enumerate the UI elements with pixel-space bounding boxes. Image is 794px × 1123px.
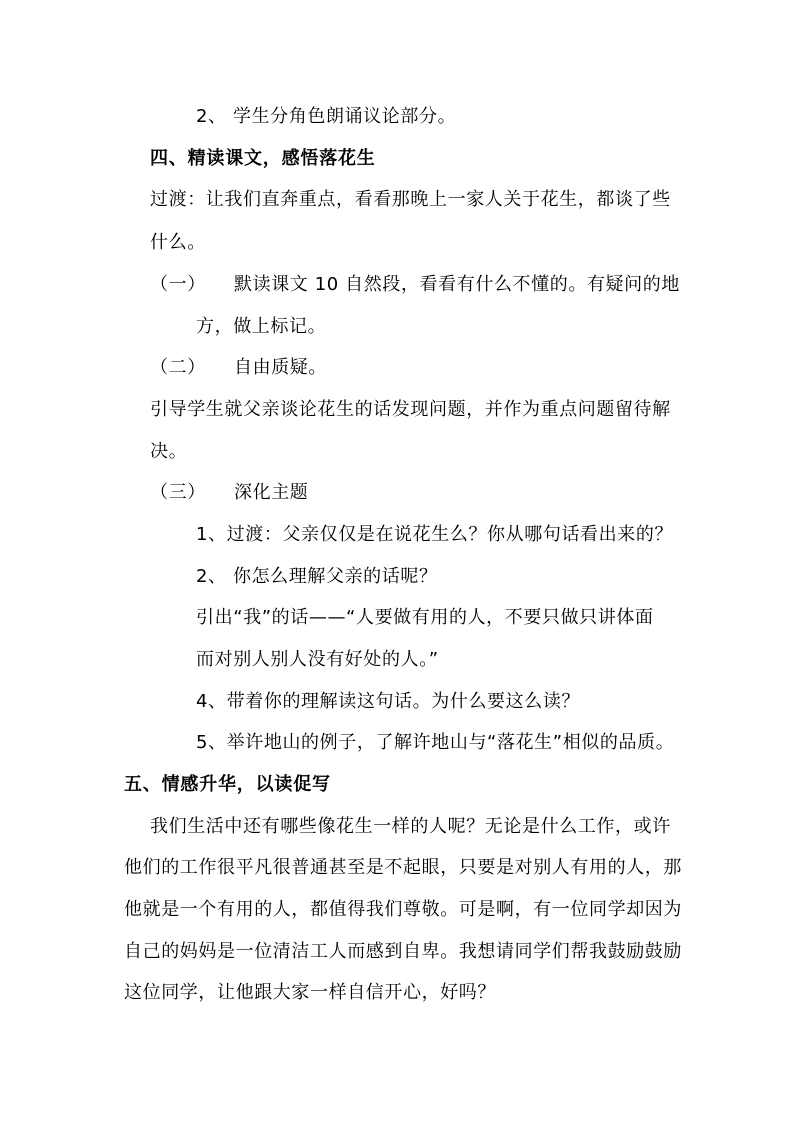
deepen-item-4: 4、带着你的理解读这句话。为什么要这么读？ xyxy=(196,691,581,712)
guide-line-1: 引导学生就父亲谈论花生的话发现问题，并作为重点问题留待解 xyxy=(150,399,671,420)
transition-line-1: 过渡：让我们直奔重点，看看那晚上一家人关于花生，都谈了些 xyxy=(150,189,671,210)
para-line-5: 这位同学，让他跟大家一样自信开心，好吗？ xyxy=(124,982,496,1003)
sub1-label: （一） xyxy=(150,274,206,295)
sub3-text: 深化主题 xyxy=(234,482,309,503)
deepen-item-2: 2、 你怎么理解父亲的话呢？ xyxy=(196,566,438,587)
sub1-row xyxy=(150,273,680,297)
section4-heading: 四、精读课文，感悟落花生 xyxy=(150,148,376,169)
transition-line-2: 什么。 xyxy=(150,232,206,253)
section5-heading: 五、情感升华，以读促写 xyxy=(124,774,331,795)
quote-line-2: 而对别人别人没有好处的人。” xyxy=(196,649,439,670)
deepen-item-1: 1、过渡：父亲仅仅是在说花生么？你从哪句话看出来的？ xyxy=(196,524,674,545)
read-roles-item: 2、 学生分角色朗诵议论部分。 xyxy=(196,106,457,127)
sub1-text-1: 默读课文 10 自然段，看看有什么不懂的。有疑问的地 xyxy=(234,274,680,295)
para-line-4: 自己的妈妈是一位清洁工人而感到自卑。我想请同学们帮我鼓励鼓励 xyxy=(124,941,682,962)
sub3-row xyxy=(150,481,308,505)
sub2-row xyxy=(150,356,327,380)
para-line-3: 他就是一个有用的人，都值得我们尊敬。可是啊，有一位同学却因为 xyxy=(124,899,682,920)
sub2-text: 自由质疑。 xyxy=(234,357,327,378)
quote-line-1: 引出“我”的话——“人要做有用的人，不要只做只讲体面 xyxy=(196,607,654,628)
sub2-label: （二） xyxy=(150,357,206,378)
guide-line-2: 决。 xyxy=(150,441,188,462)
deepen-item-5: 5、举许地山的例子，了解许地山与“落花生”相似的品质。 xyxy=(196,732,675,753)
para-line-2: 他们的工作很平凡很普通甚至是不起眼，只要是对别人有用的人，那 xyxy=(124,857,682,878)
sub3-label: （三） xyxy=(150,482,206,503)
sub1-text-2: 方，做上标记。 xyxy=(196,316,327,337)
para-line-1: 我们生活中还有哪些像花生一样的人呢？无论是什么工作，或许 xyxy=(150,816,671,837)
